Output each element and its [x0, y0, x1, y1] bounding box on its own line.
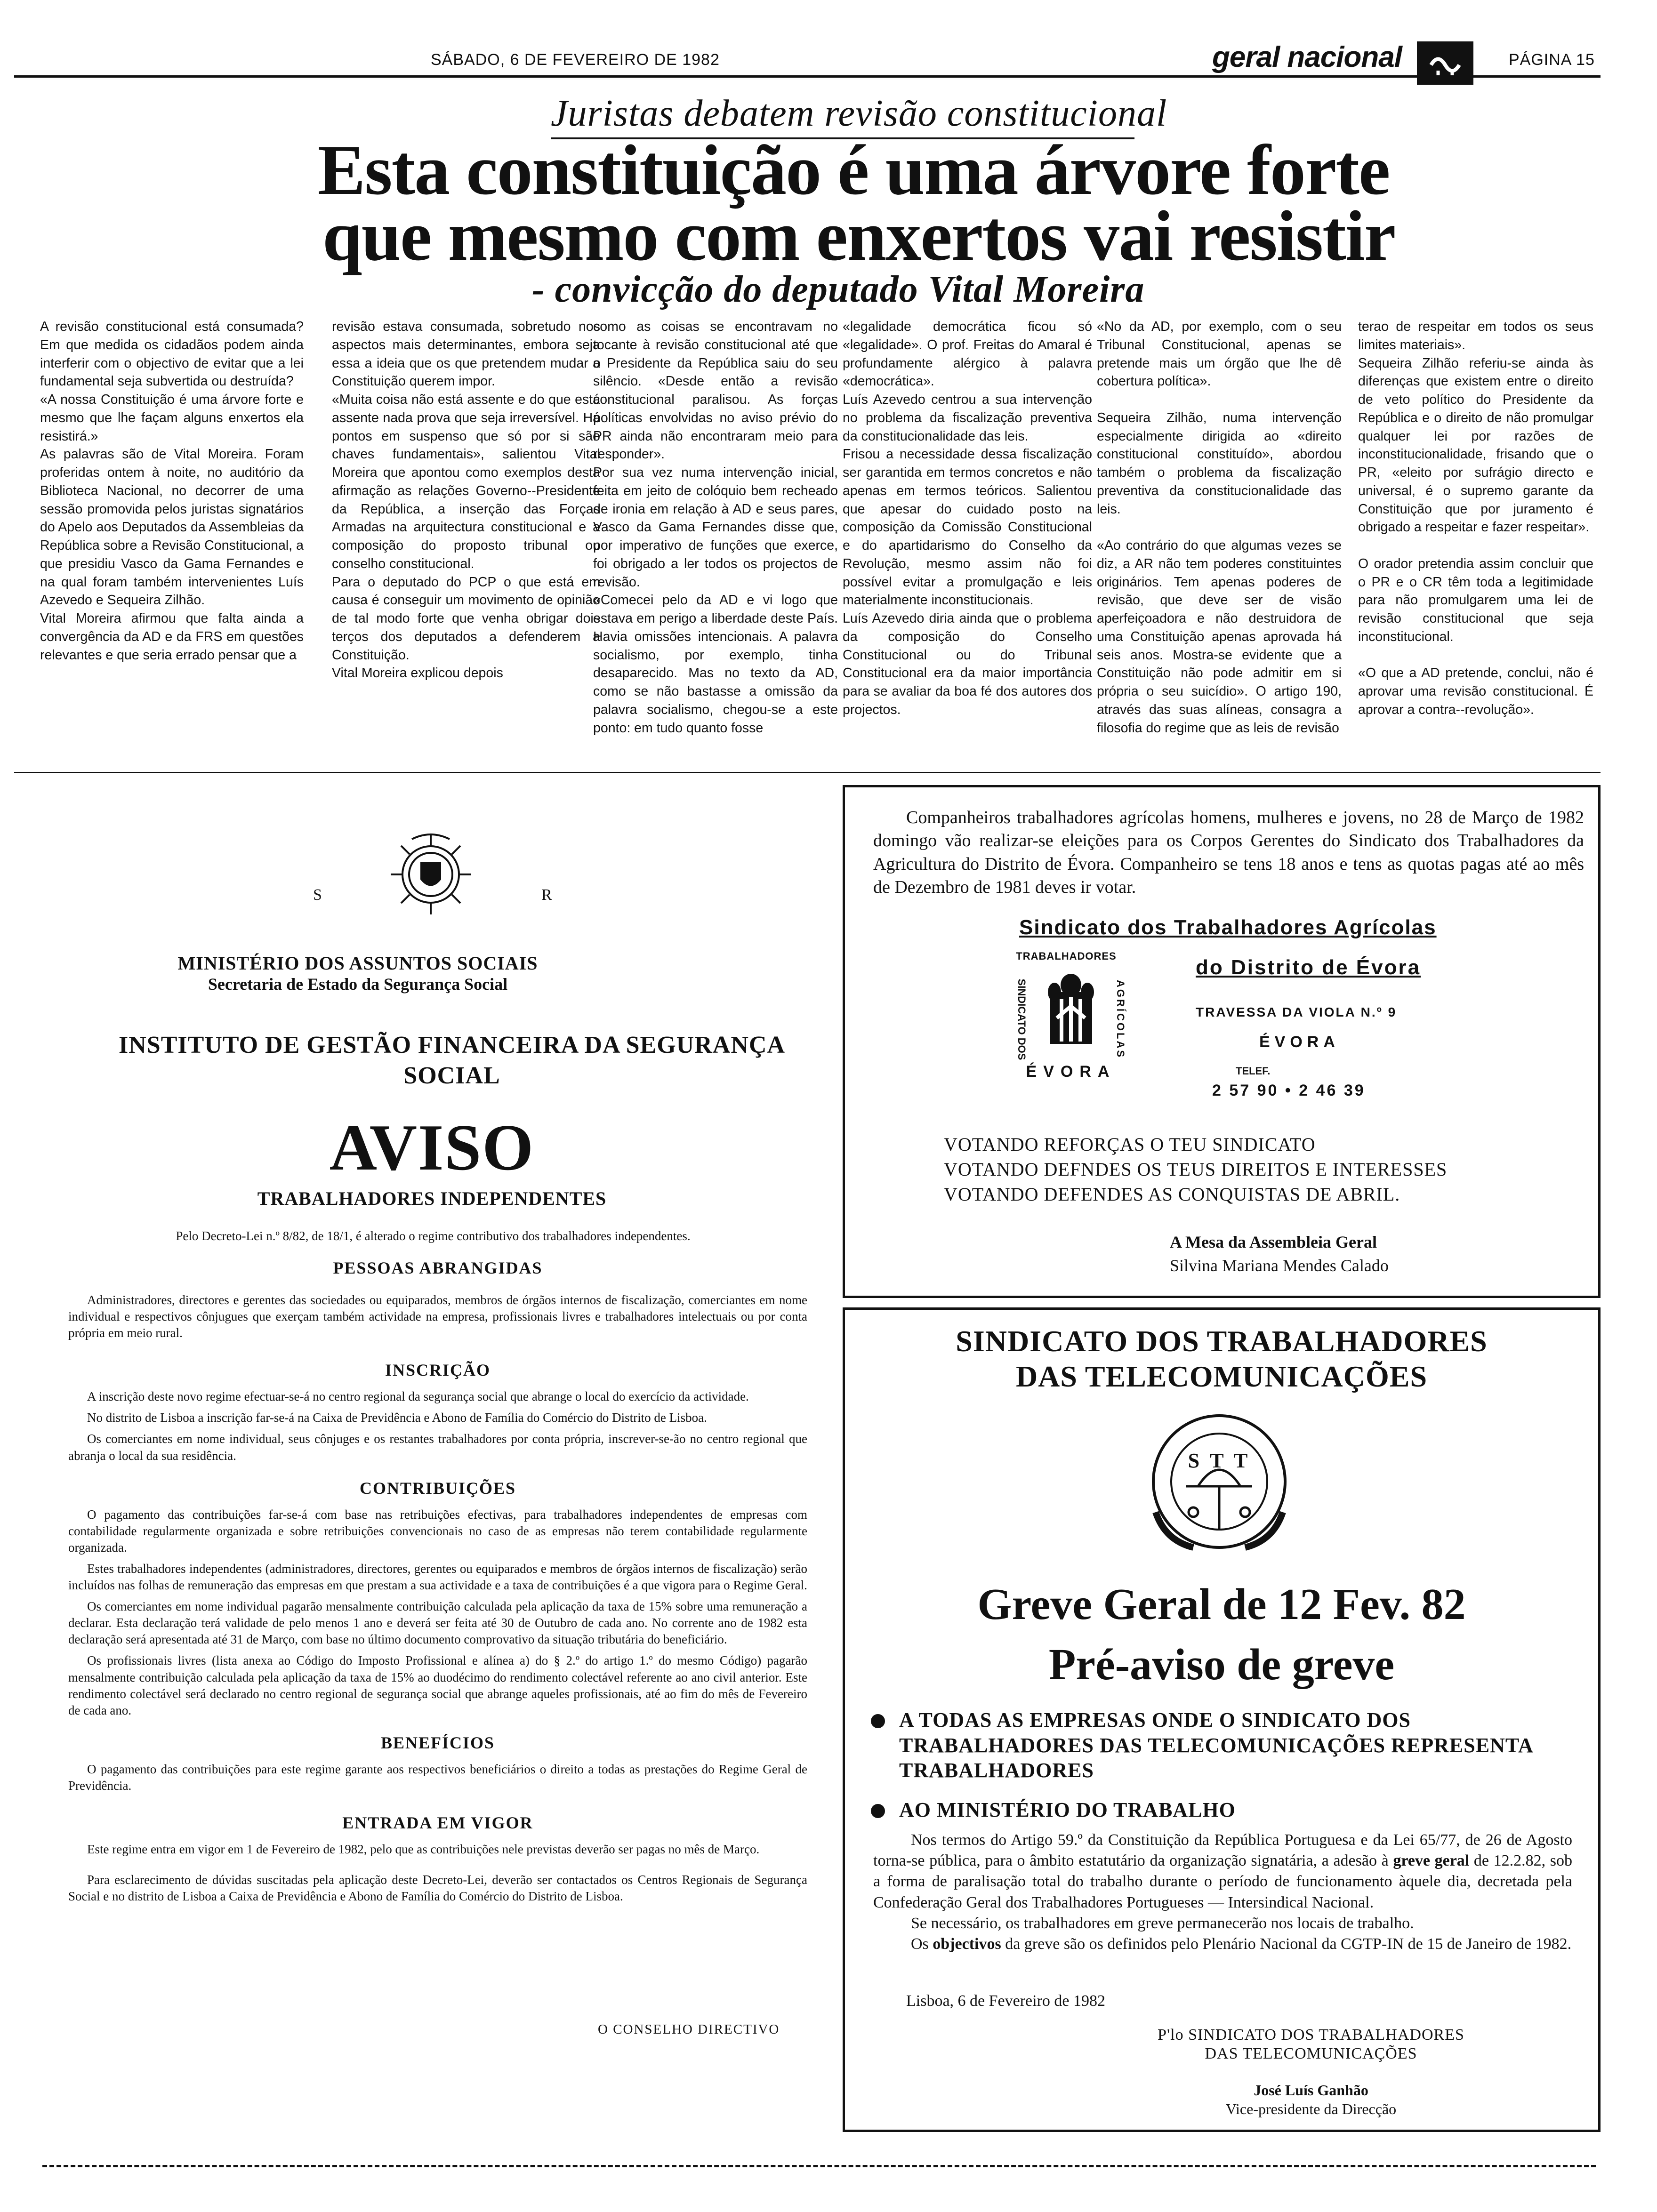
sindicato-agricola-address: TRAVESSA DA VIOLA N.º 9 — [1196, 1005, 1397, 1019]
greve-paragraph-3: Os objectivos da greve são os definidos pelo Plenário Nacional da CGTP-IN de 15 de Janeiro de 1982. — [911, 1935, 1572, 1953]
greve-subtitle: Pré-aviso de greve — [1048, 1640, 1395, 1689]
bottom-dashed-rule — [42, 2165, 1596, 2167]
logo-bottom-text: ÉVORA — [1026, 1063, 1116, 1081]
slogan-1: VOTANDO REFORÇAS O TEU SINDICATO — [944, 1134, 1316, 1155]
greve-sign-name: José Luís Ganhão — [1254, 2082, 1368, 2099]
greve-bullet — [871, 1707, 1568, 1783]
coat-of-arms-icon — [384, 830, 478, 919]
greve-bullet-text: A TODAS AS EMPRESAS ONDE O SINDICATO DOS TRABALHADORES DAS TELECOMUNICAÇÕES REPRESENTA TRABALHADORES — [899, 1708, 1533, 1782]
greve-sign-role: Vice-presidente da Direcção — [1225, 2100, 1397, 2117]
aviso-body — [68, 1249, 807, 1909]
greve-sign-org-2: DAS TELECOMUNICAÇÕES — [1205, 2045, 1417, 2062]
logo-right-text: AGRÍCOLAS — [1115, 980, 1126, 1059]
aviso-paragraph: A inscrição deste novo regime efectuar-se-á no centro regional da segurança social que abrange o local do exercício da actividade. — [87, 1389, 749, 1404]
greve-paragraph-2: Se necessário, os trabalhadores em greve permanecerão nos locais de trabalho. — [911, 1914, 1414, 1932]
aviso-paragraph: O pagamento das contribuições far-se-á com base nas retribuições efectivas, para trabalhadores independentes de empresas com contabilidade regularmente organizada e sobre retribuições convencionais no caso de as empresas não terem contabilidade regularmente organizada. — [68, 1507, 807, 1555]
sindicato-agricola-name-2: do Distrito de Évora — [1196, 956, 1421, 979]
aviso-signature: O CONSELHO DIRECTIVO — [598, 2022, 780, 2037]
aviso-paragraph: Este regime entra em vigor em 1 de Fevereiro de 1982, pelo que as contribuições nele previstas deverão ser pagas no mês de Março. — [87, 1842, 760, 1856]
header-rule — [14, 75, 1601, 78]
seal-letter-left: S — [313, 886, 322, 904]
aviso-section-heading: PESSOAS ABRANGIDAS — [333, 1258, 543, 1277]
article-column-2: revisão estava consumada, sobretudo nos aspectos mais determinantes, embora seja essa a ideia que os que pretendem mudar a Constituição querem impor. «Muita coisa não está assente e do que está assente nada prova que seja irreversível. Há pontos em suspenso que só por si são chaves fundamentais», salientou Vital Moreira que apontou como exemplos desta afirmação as relações Governo--Presidente da República, a inserção das Forças Armadas na arquitectura constitucional e a composição do proposto tribunal ou conselho constitucional. Para o deputado do PCP o que está em causa é conseguir um movimento de opinião de tal modo forte que venha obrigar dois terços dos deputados a defenderem a Constituição. Vital Moreira explicou depois — [332, 319, 600, 681]
aviso-section-heading: INSCRIÇÃO — [385, 1361, 491, 1380]
article-column-1: A revisão constitucional está consumada? Em que medida os cidadãos podem ainda interferir com o objectivo de evitar que a lei fundamental seja subvertida ou destruída? «A nossa Constituição é uma árvore forte e mesmo que lhe façam alguns enxertos ela resistirá.» As palavras são de Vital Moreira. Foram proferidas ontem à noite, no auditório da Biblioteca Nacional, no decorrer de uma sessão promovida pelos juristas signatários do Apelo aos Deputados da Assembleias da República sobre a Revisão Constitucional, a que presidiu Vasco da Gama Fernandes e na qual foram também intervenientes Luís Azevedo e Sequeira Zilhão. Vital Moreira afirmou que falta ainda a convergência da AD e da FRS em questões relevantes e que seria errado pensar que a — [40, 319, 304, 663]
article-column-6: terao de respeitar em todos os seus limites materiais». Sequeira Zilhão referiu-se ainda às diferenças que existem entre o direito de veto político do Presidente da República e o direito de não promulgar qualquer lei por razões de inconstitucionalidade, frisando que o PR, «eleito por sufrágio directo e universal, é o supremo garante da Constituição que por juramento é obrigado a respeitar e fazer respeitar». O orador pretendia assim concluir que o PR e o CR têm toda a legitimidade para não promulgarem uma lei de revisão constitucional que seja inconstitucional. «O que a AD pretende, conclui, não é aprovar uma revisão constitucional. É aprovar a contra--revolução». — [1358, 319, 1593, 717]
aviso-paragraph: Para esclarecimento de dúvidas suscitadas pela aplicação deste Decreto-Lei, deverão ser contactados os Centros Regionais de Segurança Social e no distrito de Lisboa a Caixa de Previdência e Abono de Família do Comércio do Distrito de Lisboa. — [68, 1873, 807, 1904]
institute-name: INSTITUTO DE GESTÃO FINANCEIRA DA SEGURANÇA SOCIAL — [119, 1032, 785, 1089]
article-bottom-rule — [14, 772, 1601, 773]
header-date: SÁBADO, 6 DE FEVEREIRO DE 1982 — [431, 51, 720, 69]
greve-ad — [843, 1307, 1601, 2132]
sindicato-agricola-intro: Companheiros trabalhadores agrícolas homens, mulheres e jovens, no 28 de Março de 1982 domingo vão realizar-se eleições para os Corpos Gerentes do Sindicato dos Trabalhadores da Agricultura do Distrito de Évora. Companheiro se tens 18 anos e tens as quotas pagas até ao mês de Dezembro de 1981 deves ir votar. — [873, 808, 1584, 898]
aviso-paragraph: Os comerciantes em nome individual, seus cônjuges e os restantes trabalhadores por conta própria, inscrever-se-ão no centro regional que abranja o local da sua residência. — [68, 1432, 807, 1463]
logo-top-text: TRABALHADORES — [1016, 950, 1117, 962]
article-kicker: Juristas debatem revisão constitucional — [551, 93, 1167, 134]
greve-paragraph-1: Nos termos do Artigo 59.º da Constituição da República Portuguesa e da Lei 65/77, de 26 de Agosto torna-se pública, para o âmbito estatutário da organização signatária, a adesão à greve geral de 12.2.82, sob a forma de paralisação total do trabalho durante o período de funcionamento àquele dia, decretada pela Confederação Geral dos Trabalhadores Portugueses — Intersindical Nacional. — [873, 1831, 1572, 1911]
aviso-section-heading: CONTRIBUIÇÕES — [359, 1478, 516, 1498]
greve-bullets — [871, 1707, 1568, 1823]
headline-line-1: Esta constituição é uma árvore forte — [318, 130, 1390, 209]
aviso-section-heading: BENEFÍCIOS — [380, 1733, 495, 1752]
sindicato-agricola-logo — [993, 947, 1149, 1084]
ministry-name: MINISTÉRIO DOS ASSUNTOS SOCIAIS — [177, 953, 538, 974]
signature-name: Silvina Mariana Mendes Calado — [1170, 1256, 1389, 1275]
signature-org: A Mesa da Assembleia Geral — [1170, 1233, 1377, 1251]
aviso-paragraph: Os profissionais livres (lista anexa ao Código do Imposto Profissional e alínea a) do § 2.º do artigo 1.º do mesmo Código) pagarão mensalmente contribuição calculada pela aplicação da taxa de 15% ao duodécimo do rendimento colectável referente ao ano civil anterior. Este rendimento colectável será declarado no centro regional de segurança social que abrange aqueles profissionais, até ao fim do mês de Fevereiro de cada ano. — [68, 1653, 807, 1717]
seal-letter-right: R — [541, 886, 552, 904]
sindicato-agricola-tel-label: TELEF. — [1236, 1065, 1271, 1077]
aviso-subtitle: TRABALHADORES INDEPENDENTES — [257, 1188, 607, 1209]
aviso-intro: Pelo Decreto-Lei n.º 8/82, de 18/1, é alterado o regime contributivo dos trabalhadores independentes. — [176, 1229, 691, 1243]
sindicato-agricola-ad — [843, 785, 1601, 1298]
section-name: geral nacional — [1212, 41, 1402, 73]
greve-place-date: Lisboa, 6 de Fevereiro de 1982 — [906, 1992, 1105, 2010]
article-column-5: «No da AD, por exemplo, com o seu Tribunal Constitucional, apenas se pretende mais um órgão que lhe dê cobertura política». Sequeira Zilhão, numa intervenção especialmente dirigida ao «direito constitucional constituído», abordou também o problema da fiscalização preventiva da constitucionalidade das leis. «Ao contrário do que algumas vezes se diz, a AR não tem poderes constituintes originários. Tem apenas poderes de revisão, que deve ser de visão aperfeiçoadora e não destruidora de uma Constituição apenas aprovada há seis anos. Mostra-se evidente que a Constituição não pode admitir em si própria o seu suicídio». O artigo 190, através das suas alíneas, consagra a filosofia do regime que as leis de revisão — [1097, 319, 1342, 736]
logo-left-text: SINDICATO DOS — [1016, 978, 1028, 1060]
aviso-paragraph: Administradores, directores e gerentes das sociedades ou equiparados, membros de órgãos internos de fiscalização, comerciantes em nome individual e respectivos cônjugues que exerçam também actividade na empresa, profissionais livres e trabalhadores intelectuais ou por conta própria em meio rural. — [68, 1293, 807, 1340]
bullet-icon — [871, 1804, 885, 1818]
greve-bullet-text: AO MINISTÉRIO DO TRABALHO — [899, 1798, 1236, 1822]
wheat-sheaf-icon — [1036, 973, 1106, 1053]
union-name-1: SINDICATO DOS TRABALHADORES — [956, 1324, 1488, 1358]
union-name-2: DAS TELECOMUNICAÇÕES — [1015, 1360, 1428, 1393]
aviso-paragraph: No distrito de Lisboa a inscrição far-se-á na Caixa de Previdência e Abono de Família do Comércio do Distrito de Lisboa. — [87, 1411, 707, 1425]
greve-bullet — [871, 1797, 1568, 1823]
slogan-3: VOTANDO DEFENDES AS CONQUISTAS DE ABRIL. — [944, 1184, 1400, 1205]
sindicato-agricola-city: ÉVORA — [1259, 1033, 1340, 1051]
article-deck: - convicção do deputado Vital Moreira — [532, 269, 1145, 310]
sindicato-agricola-name-1: Sindicato dos Trabalhadores Agrícolas — [1019, 916, 1437, 939]
secretariat-name: Secretaria de Estado da Segurança Social — [208, 975, 508, 994]
greve-sign-org-1: P'lo SINDICATO DOS TRABALHADORES — [1158, 2026, 1464, 2044]
section-logo-icon — [1417, 41, 1473, 85]
page-number: PÁGINA 15 — [1509, 51, 1595, 69]
bullet-icon — [871, 1714, 885, 1728]
headline-line-2: que mesmo com enxertos vai resistir — [322, 196, 1395, 275]
greve-body — [873, 1830, 1572, 1955]
aviso-paragraph: Os comerciantes em nome individual pagarão mensalmente contribuição calculada pela aplicação da taxa de 15% sobre uma remuneração a declarar. Esta declaração terá validade de pelo menos 1 ano e deverá ser feita até 30 de Outubro de cada ano. No corrente ano de 1982 esta declaração será apresentada até 31 de Março, com base no último documento comprovativo da situação tributária do beneficiário. — [68, 1599, 807, 1647]
stt-logo-letters: S T T — [1188, 1449, 1251, 1472]
article-column-4: «legalidade democrática ficou só «legalidade». O prof. Freitas do Amaral é profundamente alérgico à palavra «democrática». Luís Azevedo centrou a sua intervenção no problema da fiscalização preventiva da constitucionalidade das leis. Frisou a necessidade dessa fiscalização ser garantida em termos concretos e não apenas em termos teóricos. Salientou que apesar do cuidado posto na composição da Comissão Constitucional e do apartidarismo do Conselho da Revolução, mesmo assim não foi possível evitar a promulgação e leis materialmente inconstitucionais. Luís Azevedo diria ainda que o problema da composição do Conselho Constitucional ou do Tribunal Constitucional era da maior importância para se avaliar da boa fé dos autores dos projectos. — [843, 319, 1092, 717]
stt-logo-icon — [1142, 1411, 1297, 1552]
aviso-ad — [28, 785, 836, 2137]
sindicato-agricola-tel: 2 57 90 • 2 46 39 — [1212, 1082, 1366, 1099]
slogan-2: VOTANDO DEFNDES OS TEUS DIREITOS E INTERESSES — [944, 1159, 1448, 1180]
aviso-section-heading: ENTRADA EM VIGOR — [342, 1813, 533, 1832]
article-column-3: como as coisas se encontravam no tocante à revisão constitucional até que o Presidente da República saiu do seu silêncio. «Desde então a revisão constitucional paralisou. As forças políticas envolvidas no aviso prévio do PR ainda não encontraram meio para responder». Por sua vez numa intervenção inicial, feita em jeito de colóquio bem recheado de ironia em relação à AD e seus pares, Vasco da Gama Fernandes disse que, por imperativo de funções que exerce, foi obrigado a ler todos os projectos de revisão. «Comecei pelo da AD e vi logo que estava em perigo a liberdade deste País. Havia omissões intencionais. A palavra socialismo, por exemplo, tinha desaparecido. Mas no texto da AD, como se não bastasse a omissão da palavra socialismo, chegou-se a este ponto: em tudo quanto fosse — [593, 319, 838, 736]
aviso-title: AVISO — [329, 1111, 535, 1184]
aviso-paragraph: O pagamento das contribuições para este regime garante aos respectivos beneficiários o direito a todas as prestações do Regime Geral de Previdência. — [68, 1762, 807, 1793]
aviso-paragraph: Estes trabalhadores independentes (administradores, directores, gerentes ou equiparados e membros de órgãos internos de fiscalização) serão incluídos nas folhas de remuneração das empresas em que prestam a sua actividade e a taxa de contribuições é a que vigora para o Regime Geral. — [68, 1561, 807, 1593]
greve-title: Greve Geral de 12 Fev. 82 — [977, 1580, 1466, 1629]
